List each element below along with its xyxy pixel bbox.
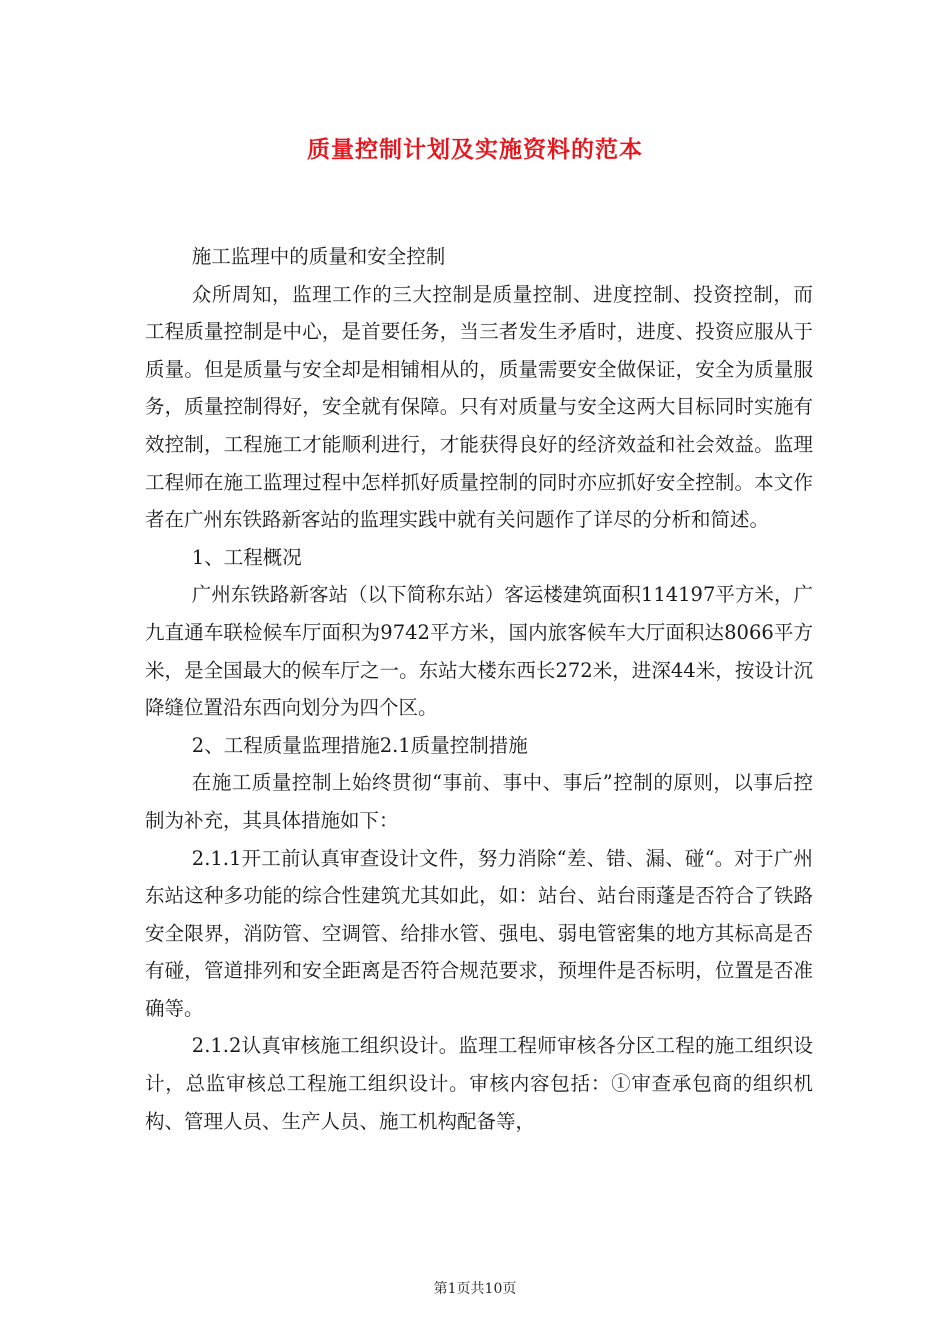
document-title: 质量控制计划及实施资料的范本 <box>307 136 643 163</box>
page-number: 第1页共10页 <box>433 1281 517 1297</box>
paragraph-subtitle: 施工监理中的质量和安全控制 <box>191 245 446 268</box>
paragraph-intro: 众所周知，监理工作的三大控制是质量控制、进度控制、投资控制，而工程质量控制是中心，是首要任务，当三者发生矛盾时，进度、投资应服从于质量。但是质量与安全却是相铺相从的，质量需要安全做保证，安全为质量服务，质量控制得好，安全就有保障。只有对质量与安全这两大目标同时实施有效控制，工程施工才能顺利进行，才能获得良好的经济效益和社会效益。监理工程师在施工监理过程中怎样抓好质量控制的同时亦应抓好安全控制。本文作者在广州东铁路新客站的监理实践中就有关问题作了详尽的分析和简述。 <box>145 282 813 532</box>
paragraph-measure-2-1-1: 2.1.1开工前认真审查设计文件，努力消除“差、错、漏、碰“。对于广州东站这种多功能的综合性建筑尤其如此，如：站台、站台雨蓬是否符合了铁路安全限界，消防管、空调管、给排水管、强电、弱电管密集的地方其标高是否有碰，管道排列和安全距离是否符合规范要求，预埋件是否标明，位置是否准确等。 <box>145 846 813 1020</box>
paragraph-section-2-heading: 2、工程质量监理措施2.1质量控制措施 <box>191 733 528 757</box>
paragraph-section-1-heading: 1、工程概况 <box>191 545 302 569</box>
paragraph-control-principle: 在施工质量控制上始终贯彻“事前、事中、事后”控制的原则，以事后控制为补充，其具体措施如下： <box>145 771 813 832</box>
document-body <box>145 238 813 1140</box>
paragraph-project-overview: 广州东铁路新客站（以下简称东站）客运楼建筑面积114197平方米，广九直通车联检候车厅面积为9742平方米，国内旅客候车大厅面积达8066平方米，是全国最大的候车厅之一。东站大楼东西长272米，进深44米，按设计沉降缝位置沿东西向划分为四个区。 <box>145 583 813 720</box>
page-footer <box>0 1279 950 1299</box>
paragraph-measure-2-1-2: 2.1.2认真审核施工组织设计。监理工程师审核各分区工程的施工组织设计，总监审核总工程施工组织设计。审核内容包括：①审查承包商的组织机构、管理人员、生产人员、施工机构配备等， <box>145 1034 813 1133</box>
